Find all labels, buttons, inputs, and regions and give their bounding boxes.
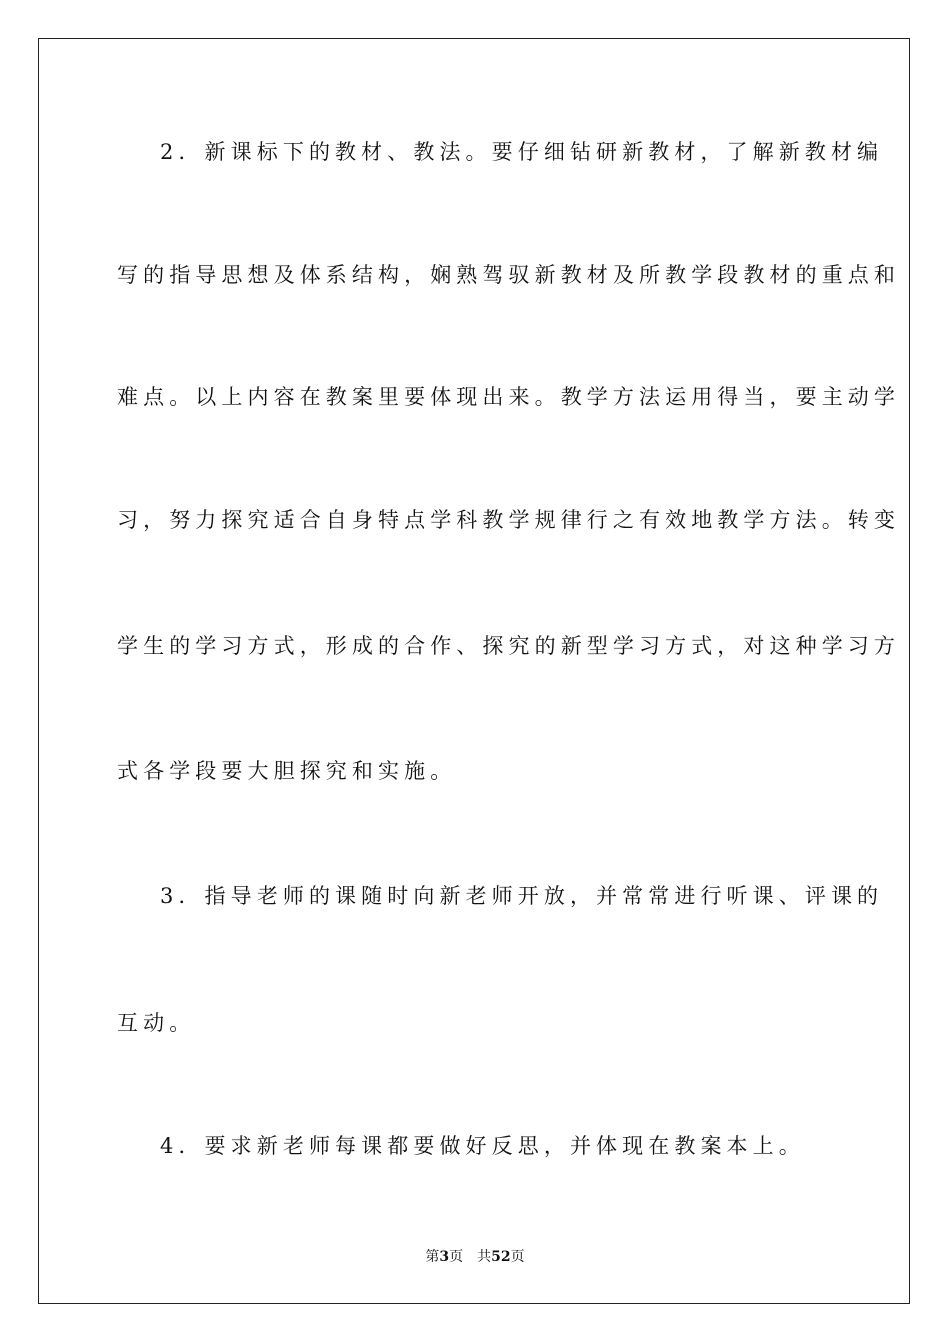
paragraph-2-line-1: 2．新课标下的教材、教法。要仔细钻研新教材，了解新教材编 [160,140,884,164]
paragraph-3-line-2: 互动。 [117,1011,196,1035]
total-prefix: 共 [477,1249,492,1265]
paragraph-2-line-5: 学生的学习方式，形成的合作、探究的新型学习方式，对这种学习方 [117,634,900,658]
paragraph-2-line-4: 习，努力探究适合自身特点学科教学规律行之有效地教学方法。转变 [117,508,900,532]
paragraph-3-line-1: 3．指导老师的课随时向新老师开放，并常常进行听课、评课的 [160,884,884,908]
paragraph-2-line-6: 式各学段要大胆探究和实施。 [117,759,457,783]
paragraph-2-line-2: 写的指导思想及体系结构，娴熟驾驭新教材及所教学段教材的重点和 [117,263,900,287]
page-suffix: 页 [449,1249,464,1265]
page-number: 3 [439,1249,450,1265]
total-suffix: 页 [510,1249,525,1265]
paragraph-4-line-1: 4．要求新老师每课都要做好反思，并体现在教案本上。 [160,1134,805,1158]
page-prefix: 第 [425,1249,440,1265]
page-border [38,38,910,1304]
paragraph-2-line-3: 难点。以上内容在教案里要体现出来。教学方法运用得当，要主动学 [117,385,900,409]
total-pages: 52 [491,1249,511,1265]
page-footer [0,1248,950,1266]
